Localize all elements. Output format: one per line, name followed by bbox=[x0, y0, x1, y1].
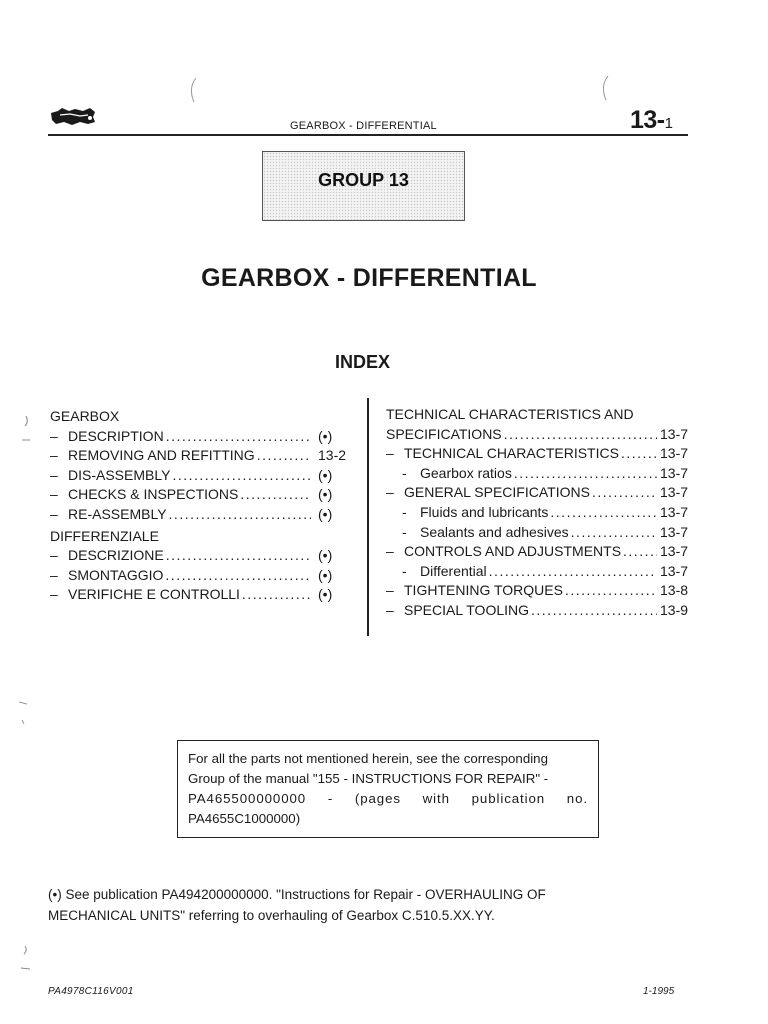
note-line: PA4655C1000000) bbox=[188, 811, 301, 826]
index-entry[interactable] bbox=[50, 466, 350, 486]
entry-label: SPECIAL TOOLING bbox=[404, 601, 530, 618]
index-entry[interactable] bbox=[386, 444, 689, 464]
leader-dots bbox=[166, 427, 311, 447]
entry-label: Gearbox ratios bbox=[420, 464, 512, 481]
entry-label: SMONTAGGIO bbox=[68, 566, 164, 583]
index-entry[interactable] bbox=[50, 446, 350, 466]
leader-dots bbox=[623, 542, 657, 562]
footnote bbox=[48, 884, 608, 926]
column-divider bbox=[367, 398, 369, 636]
sub-dash-mark: - bbox=[402, 523, 407, 540]
index-entry[interactable] bbox=[50, 505, 350, 525]
leader-dots bbox=[242, 585, 311, 605]
dash-mark: – bbox=[50, 427, 58, 444]
index-entry[interactable] bbox=[50, 585, 350, 605]
section-heading-gearbox: GEARBOX bbox=[50, 408, 120, 424]
entry-label: GENERAL SPECIFICATIONS bbox=[404, 484, 590, 501]
brand-logo-icon bbox=[50, 105, 96, 127]
leader-dots bbox=[257, 446, 311, 466]
index-subentry[interactable] bbox=[386, 562, 689, 582]
page-number bbox=[630, 106, 672, 135]
sub-dash-mark: - bbox=[402, 464, 407, 481]
entry-page: 13-7 bbox=[660, 425, 689, 442]
entry-page: 13-8 bbox=[660, 582, 689, 599]
entry-label: REMOVING AND REFITTING bbox=[68, 447, 255, 464]
footnote-line: (•) See publication PA494200000000. "Instructions for Repair - OVERHAULING OF bbox=[48, 887, 546, 902]
page-number-main: 13- bbox=[630, 106, 665, 134]
sub-dash-mark: - bbox=[402, 562, 407, 579]
leader-dots bbox=[531, 601, 657, 621]
entry-page: (•) bbox=[318, 547, 333, 564]
entry-label: TECHNICAL CHARACTERISTICS bbox=[404, 445, 619, 462]
leader-dots bbox=[514, 464, 657, 484]
entry-page: (•) bbox=[318, 486, 333, 503]
footnote-line: MECHANICAL UNITS" referring to overhauling of Gearbox C.510.5.XX.YY. bbox=[48, 908, 495, 923]
index-subentry[interactable] bbox=[386, 523, 689, 543]
dash-mark: – bbox=[386, 601, 394, 618]
index-subentry[interactable] bbox=[386, 503, 689, 523]
leader-dots bbox=[172, 466, 311, 486]
leader-dots bbox=[621, 444, 657, 464]
leader-dots bbox=[592, 483, 657, 503]
dash-mark: – bbox=[50, 486, 58, 503]
entry-label: CONTROLS AND ADJUSTMENTS bbox=[404, 543, 622, 560]
leader-dots bbox=[166, 546, 311, 566]
entry-label: Differential bbox=[420, 562, 487, 579]
index-entry[interactable] bbox=[386, 581, 689, 601]
entry-page: 13-7 bbox=[660, 562, 689, 579]
header-rule bbox=[48, 134, 688, 136]
leader-dots bbox=[565, 581, 657, 601]
dash-mark: – bbox=[386, 445, 394, 462]
index-entry[interactable] bbox=[386, 483, 689, 503]
index-entry[interactable] bbox=[50, 546, 350, 566]
entry-label: VERIFICHE E CONTROLLI bbox=[68, 586, 240, 603]
dash-mark: – bbox=[50, 447, 58, 464]
entry-page: 13-7 bbox=[660, 464, 689, 481]
section-heading-technical: TECHNICAL CHARACTERISTICS AND bbox=[386, 406, 634, 422]
note-box bbox=[177, 740, 599, 838]
note-line: PA465500000000 - (pages with publication no. bbox=[188, 791, 588, 806]
entry-page: (•) bbox=[318, 466, 333, 483]
index-right-column bbox=[386, 405, 689, 621]
index-entry[interactable] bbox=[386, 425, 689, 445]
entry-page: 13-7 bbox=[660, 445, 689, 462]
group-box bbox=[262, 151, 465, 221]
index-entry[interactable] bbox=[50, 427, 350, 447]
dash-mark: – bbox=[386, 582, 394, 599]
sub-dash-mark: - bbox=[402, 503, 407, 520]
leader-dots bbox=[240, 485, 311, 505]
leader-dots bbox=[571, 523, 657, 543]
leader-dots bbox=[489, 562, 657, 582]
entry-page: (•) bbox=[318, 427, 333, 444]
entry-page: 13-9 bbox=[660, 601, 689, 618]
entry-page: (•) bbox=[318, 586, 333, 603]
entry-label: DIS-ASSEMBLY bbox=[68, 466, 171, 483]
scan-tick-mark-icon bbox=[18, 414, 32, 444]
dash-mark: – bbox=[50, 566, 58, 583]
section-heading-differenziale: DIFFERENZIALE bbox=[50, 527, 159, 544]
dash-mark: – bbox=[50, 547, 58, 564]
entry-page: (•) bbox=[318, 566, 333, 583]
index-subentry[interactable] bbox=[386, 464, 689, 484]
entry-page: 13-7 bbox=[660, 543, 689, 560]
page-number-sub: 1 bbox=[664, 115, 673, 132]
page-title: GEARBOX - DIFFERENTIAL bbox=[201, 264, 537, 292]
entry-label: RE-ASSEMBLY bbox=[68, 505, 167, 522]
dash-mark: – bbox=[50, 505, 58, 522]
leader-dots bbox=[165, 566, 311, 586]
scan-tick-mark-icon bbox=[18, 944, 32, 974]
group-label: GROUP 13 bbox=[318, 170, 409, 190]
publication-date: 1-1995 bbox=[643, 986, 675, 997]
entry-label: TIGHTENING TORQUES bbox=[404, 582, 563, 599]
publication-code: PA4978C116V001 bbox=[48, 986, 134, 997]
entry-page: 13-2 bbox=[318, 447, 347, 464]
entry-page: (•) bbox=[318, 505, 333, 522]
running-title: GEARBOX - DIFFERENTIAL bbox=[290, 120, 437, 132]
dash-mark: – bbox=[50, 586, 58, 603]
leader-dots bbox=[169, 505, 311, 525]
index-entry[interactable] bbox=[386, 542, 689, 562]
dash-mark: – bbox=[386, 484, 394, 501]
leader-dots bbox=[550, 503, 657, 523]
index-left-column bbox=[50, 407, 350, 605]
dash-mark: – bbox=[386, 543, 394, 560]
index-title: INDEX bbox=[335, 352, 391, 372]
entry-page: 13-7 bbox=[660, 484, 689, 501]
index-entry[interactable] bbox=[50, 485, 350, 505]
entry-label: CHECKS & INSPECTIONS bbox=[68, 486, 239, 503]
index-entry[interactable] bbox=[386, 601, 689, 621]
scan-arc-mark-icon bbox=[186, 76, 198, 104]
entry-page: 13-7 bbox=[660, 503, 689, 520]
entry-label: DESCRIZIONE bbox=[68, 547, 164, 564]
entry-label: Fluids and lubricants bbox=[420, 503, 549, 520]
note-line: For all the parts not mentioned herein, see the corresponding bbox=[188, 751, 548, 766]
scan-tick-mark-icon bbox=[16, 696, 30, 726]
index-entry[interactable] bbox=[50, 566, 350, 586]
entry-label: SPECIFICATIONS bbox=[386, 425, 502, 442]
dash-mark: – bbox=[50, 466, 58, 483]
entry-label: DESCRIPTION bbox=[68, 427, 164, 444]
leader-dots bbox=[504, 425, 657, 445]
entry-page: 13-7 bbox=[660, 523, 689, 540]
note-line: Group of the manual "155 - INSTRUCTIONS FOR REPAIR" - bbox=[188, 771, 549, 786]
scan-arc-mark-icon bbox=[598, 74, 610, 102]
entry-label: Sealants and adhesives bbox=[420, 523, 569, 540]
